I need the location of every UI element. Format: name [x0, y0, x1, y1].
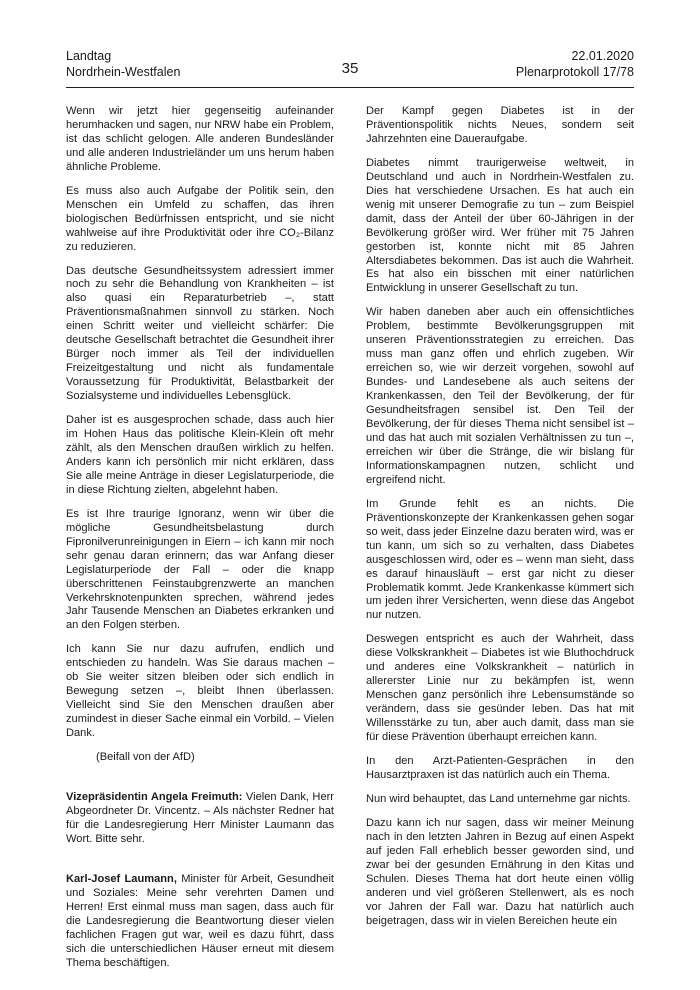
paragraph: Dazu kann ich nur sagen, dass wir meiner Meinung nach in den letzten Jahren in Bezug auf einen Aspekt auf jeden Fall erheblich besser geworden sind, und zwar bei der gesunden Ernährung in den Kitas und Schulen. Dieses Thema hat dort heute einen völlig anderen und viel größeren Stellenwert, als es noch vor Jahren der Fall war. Dazu hat natürlich auch beigetragen, dass wir in vielen Bereichen heute ein — [366, 816, 634, 927]
header-date: 22.01.2020 — [571, 49, 634, 63]
header-protocol: Plenarprotokoll 17/78 — [515, 65, 634, 79]
paragraph: Diabetes nimmt traurigerweise weltweit, in Deutschland und auch in Nordrhein-Westfalen zu. Dies hat verschiedene Ursachen. Es hat auch ein wenig mit unserer Demografie zu tun – zum Beispiel damit, dass der Anteil der über 60-Jährigen in der Bevölkerung größer wird. Wer früher mit 75 Jahren gestorben ist, konnte nicht mit 85 Jahren Altersdiabetes bekommen. Das ist auch die Wahrheit. Es hat also ein bisschen mit einer natürlichen Entwicklung in unserer Gesellschaft zu tun. — [366, 156, 634, 295]
paragraph: Das deutsche Gesundheitssystem adressiert immer noch zu sehr die Behandlung von Krankheiten – ist also quasi ein Reparaturbetrieb –, statt Präventionsmaßnahmen sinnvoll zu stärken. Noch einen Schritt weiter und vielleicht schärfer: Die deutsche Gesellschaft betrachtet die Gesundheit ihrer Bürger noch immer als Teil der individuellen Freizeitgestaltung und nicht als fundamentale Voraussetzung für Produktivität, Belastbarkeit der Sozialsysteme und individuelles Lebensglück. — [66, 264, 334, 403]
speaker-name: Karl-Josef Laumann, — [66, 872, 177, 885]
protocol-info — [516, 48, 634, 80]
speaker-statement-laumann — [66, 873, 334, 971]
page-number: 35 — [341, 60, 359, 77]
speaker-name: Vizepräsidentin Angela Freimuth: — [66, 790, 243, 803]
applause-note: (Beifall von der AfD) — [96, 751, 195, 764]
paragraph: Ich kann Sie nur dazu aufrufen, endlich und entschieden zu handeln. Was Sie daraus machen – ob Sie weiter sitzen bleiben oder sich endlich in Bewegung setzen –, bleibt Ihnen überlassen. Vielleicht sind Sie den Menschen draußen aber zumindest in dieser Sache einmal ein Vorbild. – Vielen Dank. — [66, 643, 334, 740]
paragraph: In den Arzt-Patienten-Gesprächen in den Hausarztpraxen ist das natürlich auch ein Thema. — [366, 754, 634, 781]
paragraph: Wir haben daneben aber auch ein offensichtliches Problem, bestimmte Bevölkerungsgruppen mit unseren Präventionsstrategien zu erreichen. Das muss man ganz offen und ehrlich zugeben. Wir erreichen so, wie wir derzeit vorgehen, sowohl auf Bundes- und Landesebene als auch seitens der Krankenkassen, den Teil der Bevölkerung, der für Gesundheitsfragen sensibel ist. Den Teil der Bevölkerung, der für dieses Thema nicht sensibel ist – und das hat auch mit sozialen Verhältnissen zu tun –, erreichen wir über die Stränge, die wir bislang für Informationskampagnen nutzen, schlicht und ergreifend nicht. — [366, 306, 634, 486]
speaker-text: Vielen Dank, Herr Abgeordneter Dr. Vincentz. – Als nächster Redner hat für die Landesregierung Herr Minister Laumann das Wort. Bitte sehr. — [66, 790, 335, 845]
header-landtag: Landtag — [66, 49, 112, 63]
paragraph: Wenn wir jetzt hier gegenseitig aufeinander herumhacken und sagen, nur NRW habe ein Problem, ist das schlicht gelogen. Alle anderen Bundesländer und alle anderen Industrieländer um uns herum haben ähnliche Probleme. — [66, 105, 334, 173]
paragraph: Daher ist es ausgesprochen schade, dass auch hier im Hohen Haus das politische Klein-Klein oft mehr zählt, als den Menschen draußen wirklich zu helfen. Anders kann ich persönlich mir nicht erklären, dass Sie alle meine Anträge in dieser Legislaturperiode, die in diese Richtung zielten, abgelehnt haben. — [66, 414, 334, 496]
speaker-statement-freimuth — [66, 791, 334, 847]
paragraph: Es muss also auch Aufgabe der Politik sein, den Menschen ein Umfeld zu schaffen, das ihren biologischen Bedürfnissen entspricht, und sie nicht wahlweise auf ihre Produktivität oder ihre CO₂-Bilanz zu reduzieren. — [66, 184, 334, 253]
header-state: Nordrhein-Westfalen — [66, 65, 181, 79]
header-rule — [66, 87, 634, 88]
paragraph: Nun wird behauptet, das Land unternehme gar nichts. — [366, 792, 631, 805]
paragraph: Im Grunde fehlt es an nichts. Die Präventionskonzepte der Krankenkassen gehen sogar so weit, dass jeder Einzelne dazu beraten wird, was er tun kann, um sich so zu verhalten, dass Diabetes ausgeschlossen wird, oder es – wenn man sieht, dass es darauf hinausläuft – erst gar nicht zu dieser Problematik kommt. Jede Krankenkasse kümmert sich um jeden ihrer Versicherten, wenn diese das Angebot nur nutzen. — [366, 497, 634, 622]
paragraph: Der Kampf gegen Diabetes ist in der Präventionspolitik nichts Neues, sondern seit Jahrzehnten eine Daueraufgabe. — [366, 105, 634, 145]
right-column — [366, 105, 634, 938]
paragraph: Es ist Ihre traurige Ignoranz, wenn wir über die mögliche Gesundheitsbelastung durch Fipronilverunreinigungen in Eiern – ich kann mir noch sehr genau daran erinnern; das war Anfang dieser Legislaturperiode der Fall – oder die knapp überschrittenen Feinstaubgrenzwerte an manchen Verkehrsknotenpunkten sprechen, während jedes Jahr Tausende Menschen an Diabetes erkranken und an den Folgen sterben. — [66, 507, 334, 632]
left-column — [66, 105, 334, 980]
speaker-text: Minister für Arbeit, Gesundheit und Soziales: Meine sehr verehrten Damen und Herren! Erst einmal muss man sagen, dass auch für die Landesregierung die Beantwortung dieser vielen fachlichen Fragen gut war, weil es dazu führt, dass sich die unterschiedlichen Häuser erneut mit diesem Thema beschäftigen. — [66, 872, 334, 969]
paragraph: Deswegen entspricht es auch der Wahrheit, dass diese Volkskrankheit – Diabetes ist wie Bluthochdruck und anderes eine Volkskrankheit – natürlich in allererster Linie nur zu bekämpfen ist, wenn Menschen ganz persönlich ihre Lebensumstände so verändern, dass sie gesünder leben. Das hat mit Willensstärke zu tun, aber auch damit, dass man sie für diese Prävention überhaupt erreichen kann. — [366, 633, 634, 744]
page-header — [66, 48, 634, 88]
